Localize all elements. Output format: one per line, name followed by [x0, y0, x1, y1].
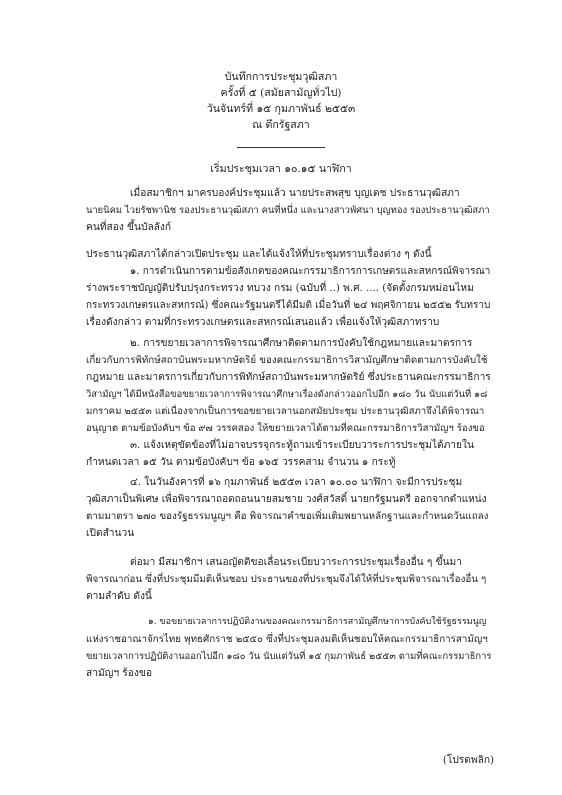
document-title: บันทึกการประชุมวุฒิสภา	[224, 71, 338, 83]
item4-line: เปิดสำนวน	[86, 528, 135, 539]
item2-line: วิสามัญฯ ได้มีหนังสือขอขยายเวลาการพิจารณาศึกษาเรื่องดังกล่าวออกไปอีก ๑๘๐ วัน นับแต่วันที่ ๑๘	[86, 389, 488, 400]
motion-item1-line: ๑. ขอขยายเวลาการปฏิบัติงานของคณะกรรมาธิการสามัญศึกษาการบังคับใช้รัฐธรรมนูญ	[148, 617, 487, 627]
item4-line: ตามมาตรา ๒๗๐ ของรัฐธรรมนูญฯ คือ พิจารณาคำขอเพิ่มเติมพยานหลักฐานและกำหนดวันแถลง	[86, 511, 489, 522]
header-divider	[237, 147, 325, 148]
motion-line: พิจารณาก่อน ซึ่งที่ประชุมมีมติเห็นชอบ ประธานของที่ประชุมจึงได้ให้ที่ประชุมพิจารณาเรื่องอื่น ๆ	[86, 574, 487, 585]
item1-line: กระทรวงเกษตรและสหกรณ์) ซึ่งคณะรัฐมนตรีได้มีมติ เมื่อวันที่ ๒๔ พฤศจิกายน ๒๕๕๒ รับทราบ	[86, 300, 491, 311]
item4-line: ๔. ในวันอังคารที่ ๑๖ กุมภาพันธ์ ๒๕๕๓ เวลา ๑๐.๐๐ นาฬิกา จะมีการประชุม	[130, 477, 463, 488]
place-line: ณ ตึกรัฐสภา	[252, 119, 310, 131]
intro-line: คนที่สอง ขึ้นบัลลังก์	[86, 222, 172, 233]
item3-line: ๓. แจ้งเหตุขัดข้องที่ไม่อาจบรรจุกระทู้ถามเข้าระเบียบวาระการประชุมได้ภายใน	[130, 440, 474, 451]
motion-line: ต่อมา มีสมาชิกฯ เสนอญัตติขอเลื่อนระเบียบวาระการประชุมเรื่องอื่น ๆ ขึ้นมา	[130, 557, 462, 568]
intro-line: นายนิคม ไวยรัชพานิช รองประธานวุฒิสภา คนที่หนึ่ง และนางสาวพัศนา บุญทอง รองประธานวุฒิสภา	[86, 205, 490, 216]
motion-item1-line: สามัญฯ ร้องขอ	[86, 668, 152, 679]
overleaf-note: (โปรดพลิก)	[442, 755, 494, 766]
item1-line: เรื่องดังกล่าว ตามที่กระทรวงเกษตรและสหกรณ์เสนอแล้ว เพื่อแจ้งให้วุฒิสภาทราบ	[86, 317, 440, 328]
start-time: เริ่มประชุมเวลา ๑๐.๑๕ นาฬิกา	[210, 163, 352, 175]
motion-line: ตามลำดับ ดังนี้	[86, 591, 152, 602]
item2-line: ๒. การขยายเวลาการพิจารณาศึกษาติดตามการบังคับใช้กฎหมายและมาตรการ	[130, 338, 473, 349]
item2-line: มกราคม ๒๕๕๓ แต่เนื่องจากเป็นการขอขยายเวลานอกสมัยประชุม ประธานวุฒิสภาจึงได้พิจารณา	[86, 406, 485, 417]
item1-line: ร่างพระราชบัญญัติปรับปรุงกระทรวง ทบวง กรม (ฉบับที่ ..) พ.ศ. .... (จัดตั้งกรมหม่อนไหม	[86, 283, 474, 294]
item2-line: เกี่ยวกับการพิทักษ์สถาบันพระมหากษัตริย์ ของคณะกรรมาธิการวิสามัญศึกษาติดตามการบังคับใช้	[86, 355, 488, 366]
motion-item1-line: แห่งราชอาณาจักรไทย พุทธศักราช ๒๕๕๐ ซึ่งที่ประชุมลงมติเห็นชอบให้คณะกรรมาธิการสามัญฯ	[86, 634, 488, 645]
item1-line: ๑. การดำเนินการตามข้อสังเกตของคณะกรรมาธิการการเกษตรและสหกรณ์พิจารณา	[130, 266, 491, 277]
announce-lead: ประธานวุฒิสภาได้กล่าวเปิดประชุม และได้แจ้งให้ที่ประชุมทราบเรื่องต่าง ๆ ดังนี้	[86, 249, 432, 260]
session-line: ครั้งที่ ๕ (สมัยสามัญทั่วไป)	[220, 87, 342, 99]
item2-line: กฎหมาย และมาตรการเกี่ยวกับการพิทักษ์สถาบันพระมหากษัตริย์ ซึ่งประธานคณะกรรมาธิการ	[86, 372, 491, 383]
intro-line: เมื่อสมาชิกฯ มาครบองค์ประชุมแล้ว นายประสพสุข บุญเดช ประธานวุฒิสภา	[130, 188, 460, 199]
item4-line: วุฒิสภาเป็นพิเศษ เพื่อพิจารณาถอดถอนนายสมชาย วงศ์สวัสดิ์ นายกรัฐมนตรี ออกจากตำแหน่ง	[86, 494, 487, 505]
item3-line: กำหนดเวลา ๑๕ วัน ตามข้อบังคับฯ ข้อ ๑๖๕ วรรคสาม จำนวน ๑ กระทู้	[86, 457, 396, 468]
motion-item1-line: ขยายเวลาการปฏิบัติงานออกไปอีก ๑๘๐ วัน นับแต่วันที่ ๑๕ กุมภาพันธ์ ๒๕๕๓ ตามที่คณะกรรมาธิการ	[86, 651, 492, 662]
date-line: วันจันทร์ที่ ๑๕ กุมภาพันธ์ ๒๕๕๓	[206, 103, 356, 115]
item2-line: อนุญาต ตามข้อบังคับฯ ข้อ ๙๗ วรรคสอง ให้ขยายเวลาได้ตามที่คณะกรรมาธิการวิสามัญฯ ร้องขอ	[86, 423, 485, 434]
